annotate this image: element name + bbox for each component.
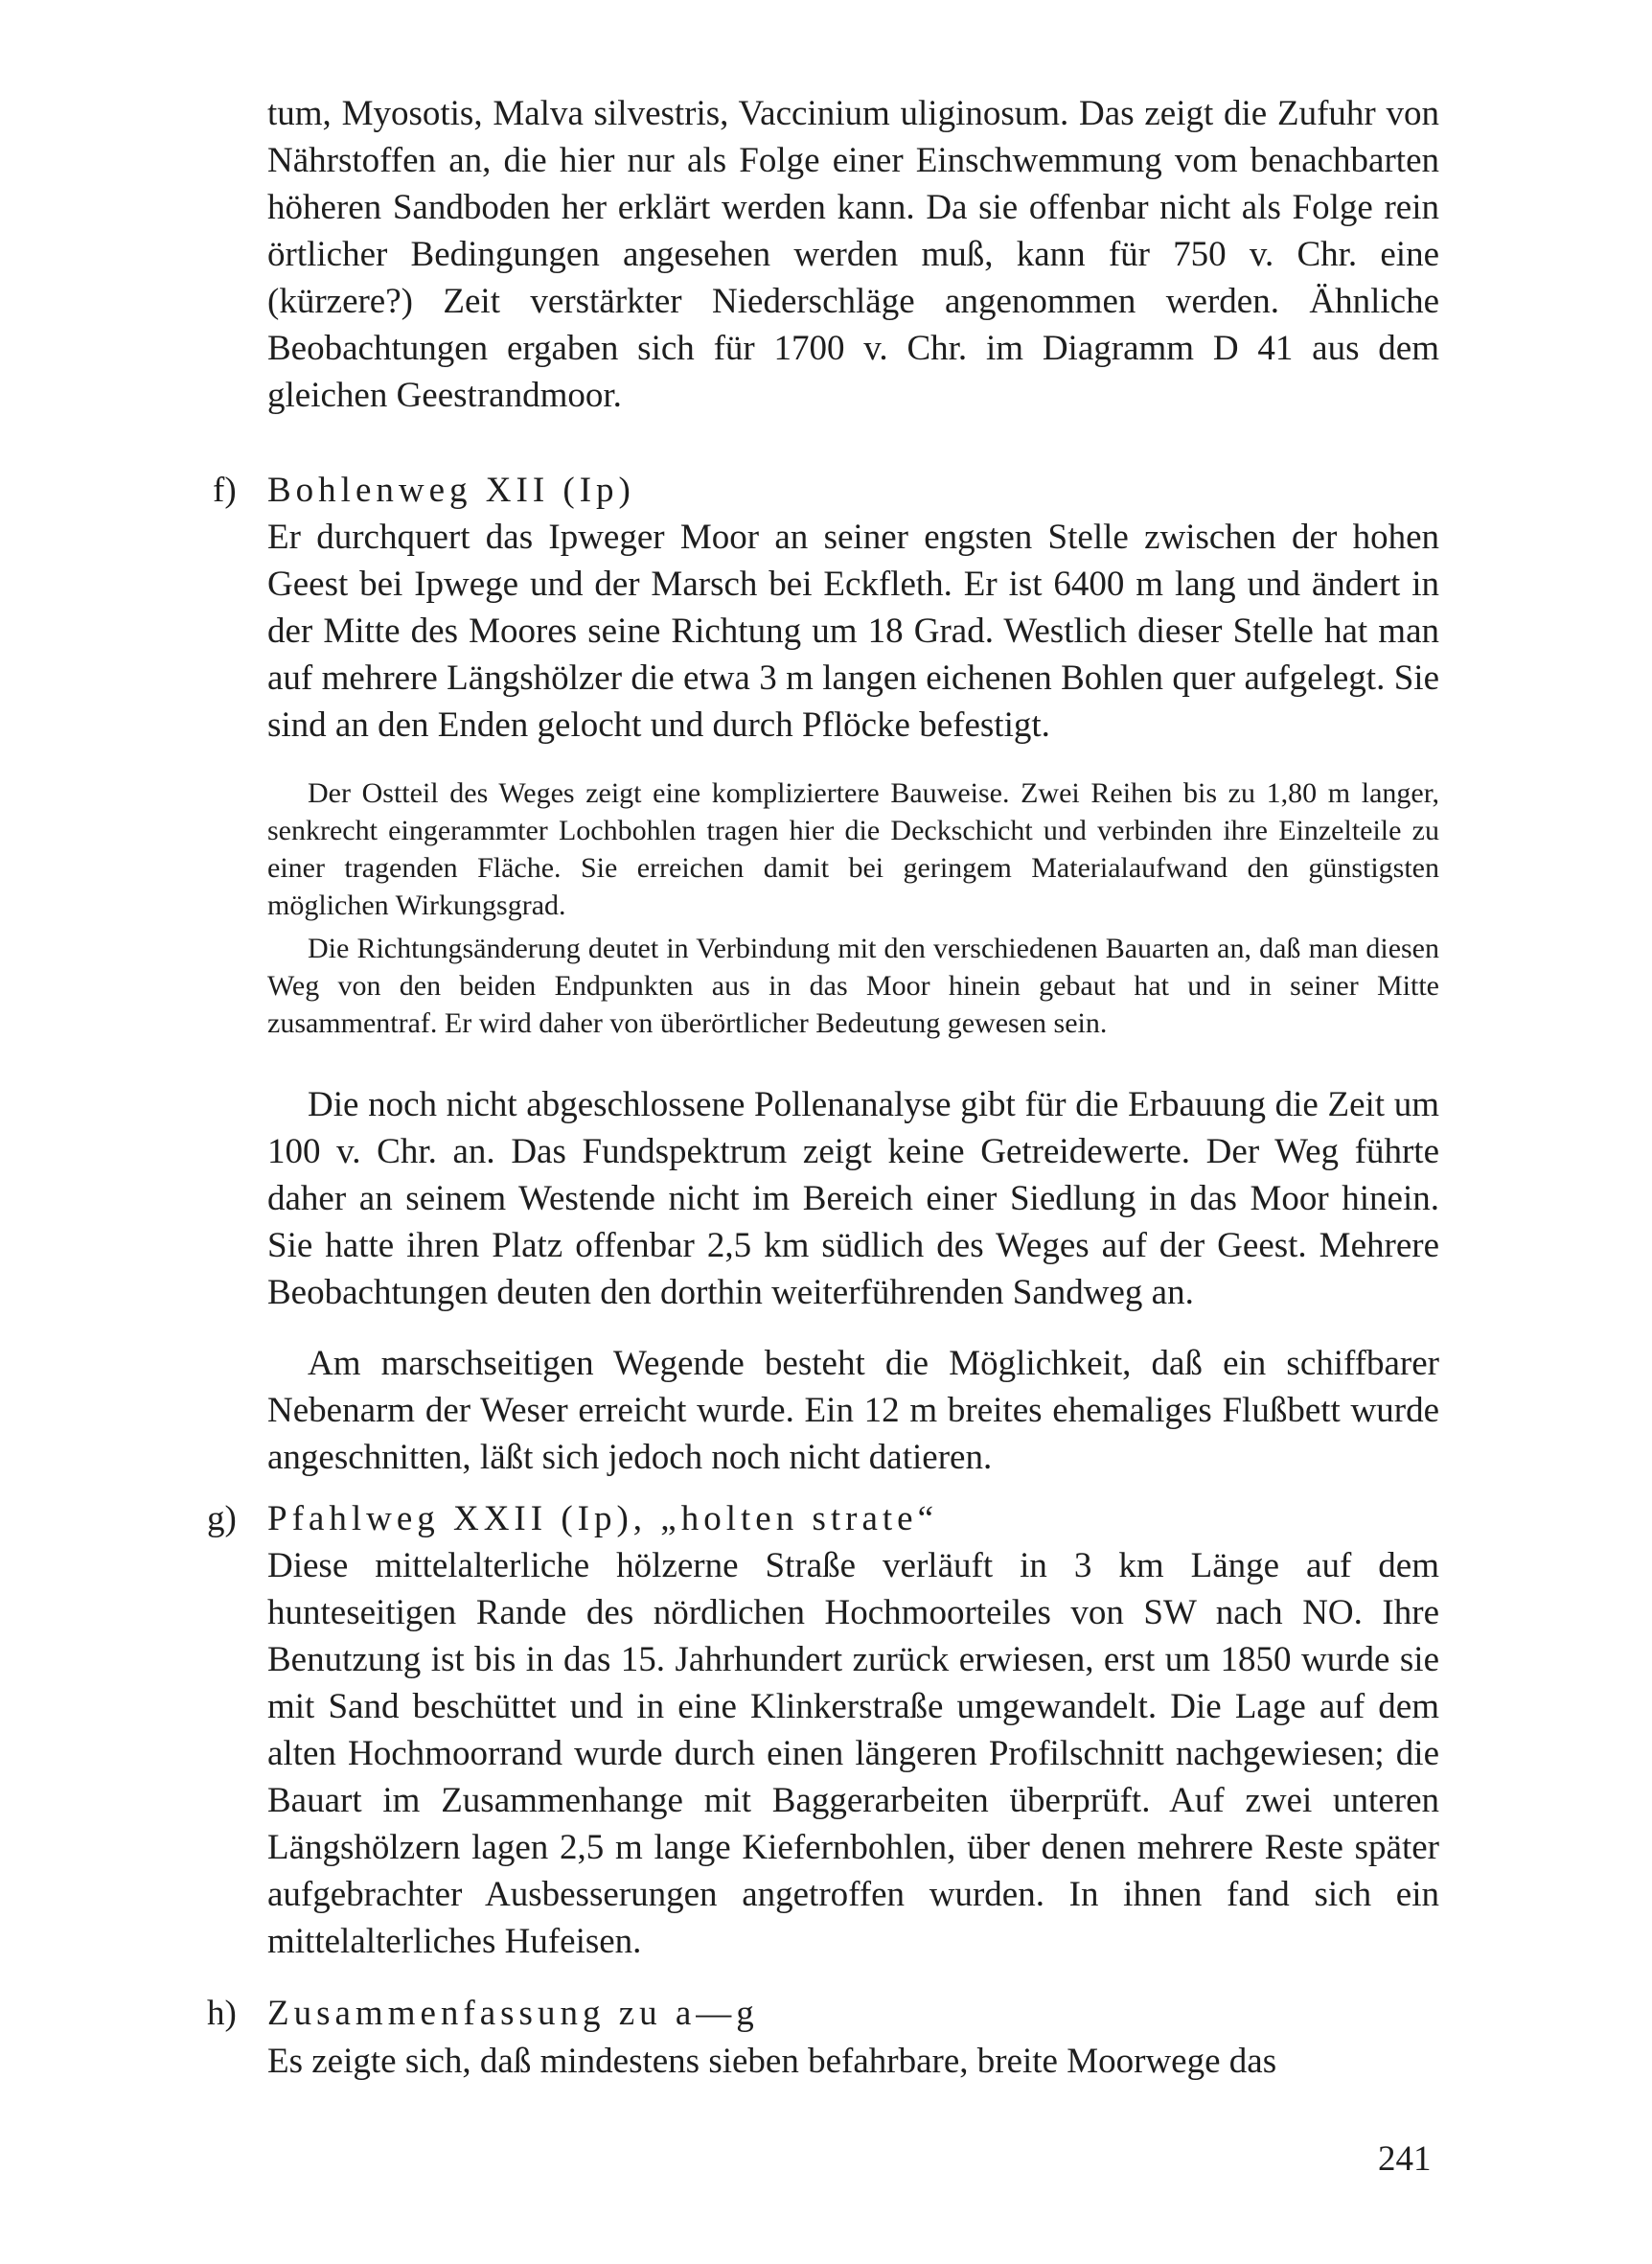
section-f-paragraph-3: Die Richtungsänderung deutet in Verbindung mit den verschiedenen Bauarten an, daß man diesen Weg von den beiden Endpunkten aus in das Moor hinein gebaut hat und in seiner Mitte zusammentraf. Er wird daher von überörtlicher Bedeutung gewesen sein. xyxy=(267,933,1439,1039)
section-g-letter: g) xyxy=(207,1499,237,1538)
section-f-paragraph-4: Die noch nicht abgeschlossene Pollenanalyse gibt für die Erbauung die Zeit um 100 v. Chr. an. Das Fundspektrum zeigt keine Getreidewerte. Der Weg führte daher an seinem Westende nicht im Bereich einer Siedlung in das Moor hinein. Sie hatte ihren Platz offenbar 2,5 km südlich des Weges auf der Geest. Mehrere Beobachtungen deuten den dorthin weiterführenden Sandweg an. xyxy=(267,1085,1439,1312)
section-f-letter: f) xyxy=(213,471,237,510)
section-g-paragraph-1: Diese mittelalterliche hölzerne Straße verläuft in 3 km Länge auf dem hunteseitigen Rande des nördlichen Hochmoorteiles von SW nach NO. Ihre Benutzung ist bis in das 15. Jahrhundert zurück erwiesen, erst um 1850 wurde sie mit Sand beschüttet und in eine Klinkerstraße umgewandelt. Die Lage auf dem alten Hochmoorrand wurde durch einen längeren Profilschnitt nachgewiesen; die Bauart im Zusammenhange mit Baggerarbeiten überprüft. Auf zwei unteren Längshölzern lagen 2,5 m lange Kiefernbohlen, über denen mehrere Reste später aufgebrachter Ausbesserungen angetroffen wurden. In ihnen fand sich ein mittelalterliches Hufeisen. xyxy=(267,1546,1439,1961)
section-f-paragraph-5: Am marschseitigen Wegende besteht die Möglichkeit, daß ein schiffbarer Nebenarm der Weser erreicht wurde. Ein 12 m breites ehemaliges Flußbett wurde angeschnitten, läßt sich jedoch noch nicht datieren. xyxy=(267,1344,1439,1477)
section-h-letter: h) xyxy=(207,1994,237,2033)
section-f-paragraph-2: Der Ostteil des Weges zeigt eine kompliziertere Bauweise. Zwei Reihen bis zu 1,80 m langer, senkrecht eingerammter Lochbohlen tragen hier die Deckschicht und verbinden ihre Einzelteile zu einer tragenden Fläche. Sie erreichen damit bei geringem Materialaufwand den günstigsten möglichen Wirkungsgrad. xyxy=(267,777,1439,921)
section-g-title: Pfahlweg XXII (Ip), „holten strate“ xyxy=(267,1499,938,1538)
paragraph-intro: tum, Myosotis, Malva silvestris, Vaccinium uliginosum. Das zeigt die Zufuhr von Nährstoffen an, die hier nur als Folge einer Einschwemmung vom benachbarten höheren Sandboden her erklärt werden kann. Da sie offenbar nicht als Folge rein örtlicher Bedingungen angesehen werden muß, kann für 750 v. Chr. eine (kürzere?) Zeit verstärkter Niederschläge angenommen werden. Ähnliche Beobachtungen ergaben sich für 1700 v. Chr. im Diagramm D 41 aus dem gleichen Geestrandmoor. xyxy=(267,94,1439,415)
section-f-paragraph-1: Er durchquert das Ipweger Moor an seiner engsten Stelle zwischen der hohen Geest bei Ipwege und der Marsch bei Eckfleth. Er ist 6400 m lang und ändert in der Mitte des Moores seine Richtung um 18 Grad. Westlich dieser Stelle hat man auf mehrere Längshölzer die etwa 3 m langen eichenen Bohlen quer aufgelegt. Sie sind an den Enden gelocht und durch Pflöcke befestigt. xyxy=(267,518,1439,745)
section-h-title: Zusammenfassung zu a—g xyxy=(267,1994,759,2033)
section-f-title: Bohlenweg XII (Ip) xyxy=(267,471,635,510)
section-h-paragraph-1: Es zeigte sich, daß mindestens sieben befahrbare, breite Moorwege das xyxy=(267,2042,1277,2081)
page-number: 241 xyxy=(1378,2139,1432,2179)
